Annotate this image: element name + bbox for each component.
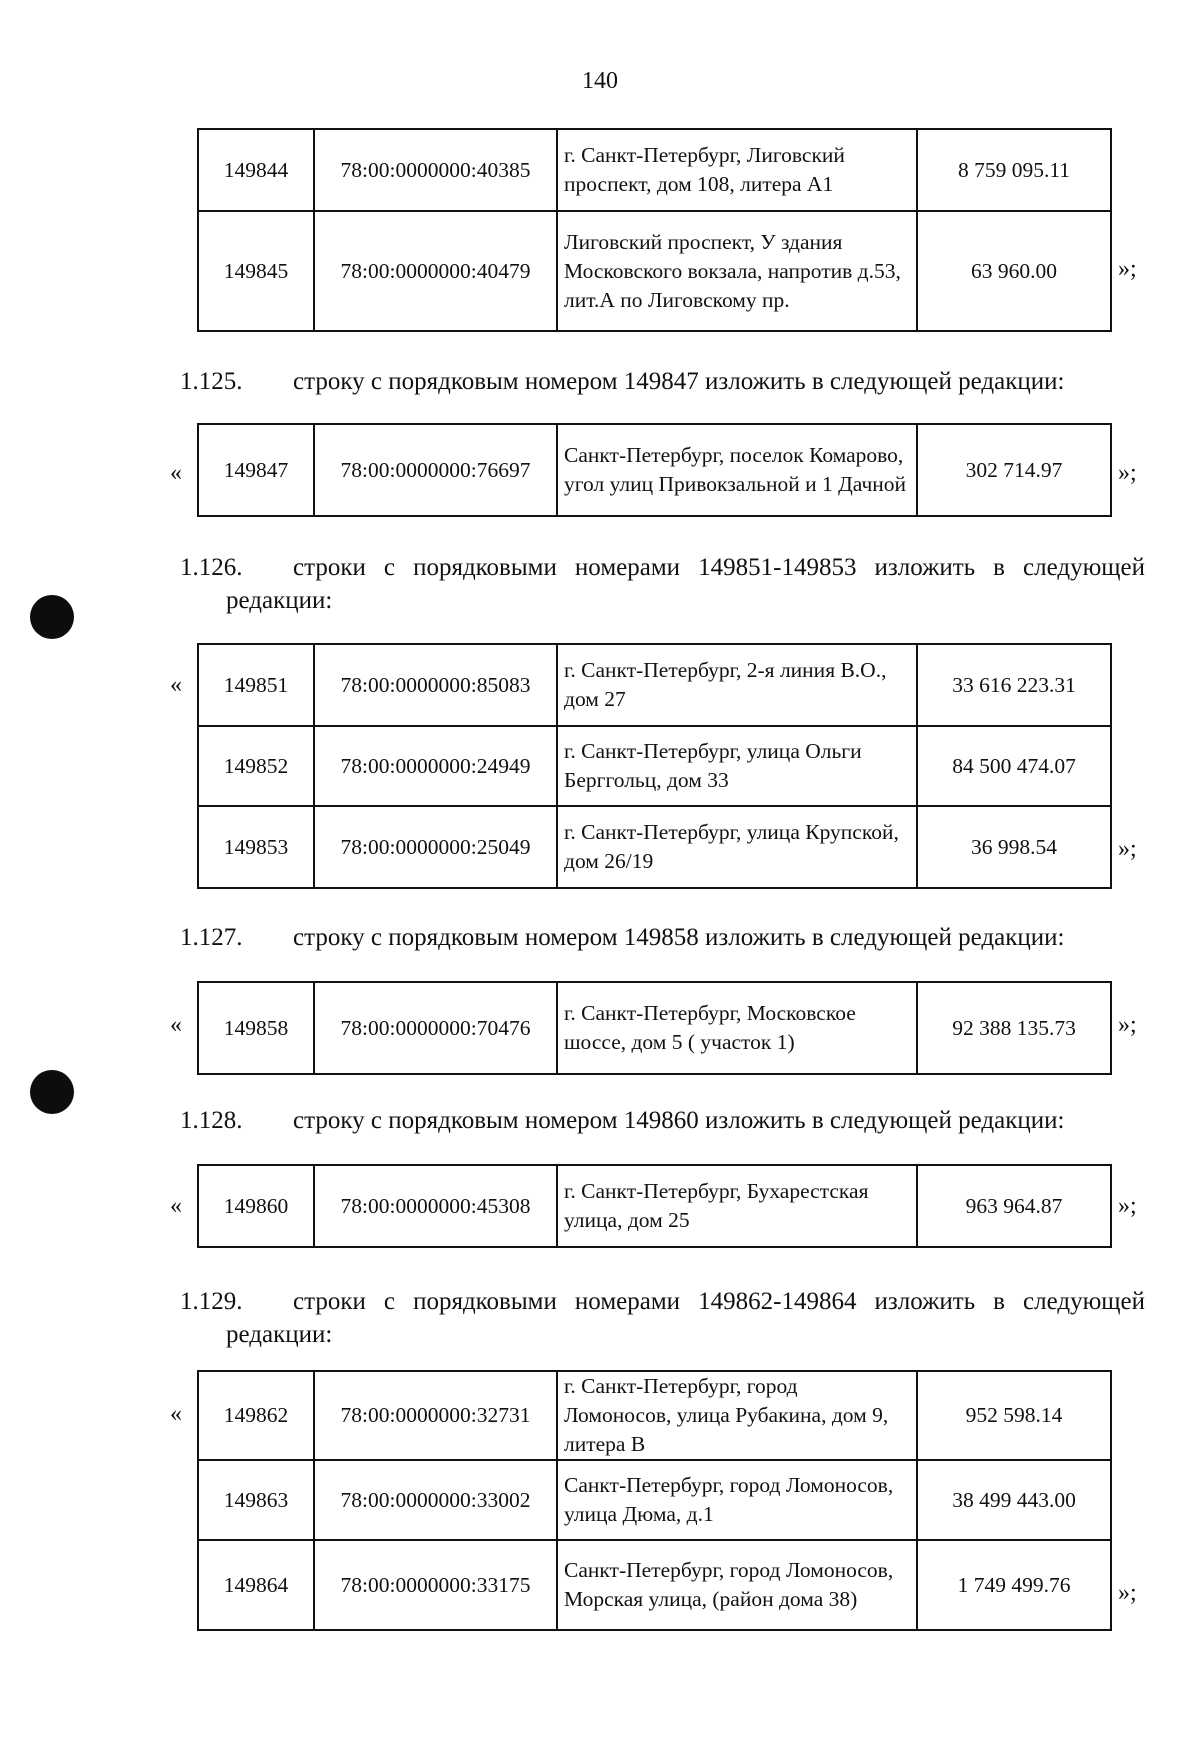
item-number: 1.125.: [180, 368, 243, 395]
table-row: [198, 1165, 1111, 1247]
item-text: строку с порядковым номером 149860 изложить в следующей редакции:: [293, 1107, 1065, 1134]
close-quote: »;: [1118, 460, 1137, 486]
value-cell: 92 388 135.73: [917, 982, 1111, 1074]
table-row: [198, 424, 1111, 516]
table-row: [198, 211, 1111, 331]
table-row: [198, 1460, 1111, 1540]
cadastral-number: 78:00:0000000:32731: [314, 1371, 557, 1460]
page-number: 140: [582, 68, 618, 94]
table-row: [198, 982, 1111, 1074]
open-quote: «: [170, 1012, 182, 1038]
item-number: 1.128.: [180, 1107, 243, 1134]
value-cell: 84 500 474.07: [917, 726, 1111, 806]
value-cell: 36 998.54: [917, 806, 1111, 888]
address-cell: Санкт-Петербург, город Ломоносов, улица Дюма, д.1: [557, 1460, 917, 1540]
address-cell: г. Санкт-Петербург, Лиговский проспект, дом 108, литера А1: [557, 129, 917, 211]
row-id: 149862: [198, 1371, 314, 1460]
value-cell: 8 759 095.11: [917, 129, 1111, 211]
cadastral-number: 78:00:0000000:25049: [314, 806, 557, 888]
registry-table: [197, 643, 1112, 889]
punch-hole-mark: [30, 1070, 74, 1114]
value-cell: 63 960.00: [917, 211, 1111, 331]
cadastral-number: 78:00:0000000:76697: [314, 424, 557, 516]
cadastral-number: 78:00:0000000:33175: [314, 1540, 557, 1630]
address-cell: г. Санкт-Петербург, улица Ольги Берггольц, дом 33: [557, 726, 917, 806]
value-cell: 952 598.14: [917, 1371, 1111, 1460]
close-quote: »;: [1118, 1580, 1137, 1606]
row-id: 149844: [198, 129, 314, 211]
cadastral-number: 78:00:0000000:33002: [314, 1460, 557, 1540]
registry-table: [197, 423, 1112, 517]
address-cell: г. Санкт-Петербург, город Ломоносов, улица Рубакина, дом 9, литера В: [557, 1371, 917, 1460]
cadastral-number: 78:00:0000000:85083: [314, 644, 557, 726]
row-id: 149863: [198, 1460, 314, 1540]
amendment-item: [180, 365, 1145, 399]
close-quote: »;: [1118, 256, 1137, 282]
cadastral-number: 78:00:0000000:45308: [314, 1165, 557, 1247]
address-cell: г. Санкт-Петербург, улица Крупской, дом 26/19: [557, 806, 917, 888]
cadastral-number: 78:00:0000000:40479: [314, 211, 557, 331]
row-id: 149864: [198, 1540, 314, 1630]
item-text: строки с порядковыми номерами 149862-149864 изложить в следующей: [293, 1288, 1145, 1315]
amendment-item: [180, 1104, 1145, 1138]
amendment-item: [180, 921, 1145, 955]
item-number: 1.127.: [180, 924, 243, 951]
address-cell: г. Санкт-Петербург, Московское шоссе, дом 5 ( участок 1): [557, 982, 917, 1074]
item-text-continuation: редакции:: [226, 587, 333, 614]
value-cell: 1 749 499.76: [917, 1540, 1111, 1630]
item-number: 1.129.: [180, 1288, 243, 1315]
row-id: 149858: [198, 982, 314, 1074]
cadastral-number: 78:00:0000000:24949: [314, 726, 557, 806]
amendment-item: [180, 551, 1145, 585]
table-row: [198, 1371, 1111, 1460]
close-quote: »;: [1118, 1012, 1137, 1038]
row-id: 149853: [198, 806, 314, 888]
address-cell: Санкт-Петербург, город Ломоносов, Морская улица, (район дома 38): [557, 1540, 917, 1630]
value-cell: 38 499 443.00: [917, 1460, 1111, 1540]
table-row: [198, 806, 1111, 888]
value-cell: 963 964.87: [917, 1165, 1111, 1247]
open-quote: «: [170, 460, 182, 486]
open-quote: «: [170, 1193, 182, 1219]
close-quote: »;: [1118, 836, 1137, 862]
item-text: строку с порядковым номером 149858 изложить в следующей редакции:: [293, 924, 1065, 951]
table-row: [198, 726, 1111, 806]
item-text: строку с порядковым номером 149847 изложить в следующей редакции:: [293, 368, 1065, 395]
address-cell: Санкт-Петербург, поселок Комарово, угол улиц Привокзальной и 1 Дачной: [557, 424, 917, 516]
registry-table: [197, 128, 1112, 332]
row-id: 149847: [198, 424, 314, 516]
amendment-item: [180, 1285, 1145, 1319]
cadastral-number: 78:00:0000000:40385: [314, 129, 557, 211]
close-quote: »;: [1118, 1193, 1137, 1219]
registry-table: [197, 981, 1112, 1075]
value-cell: 302 714.97: [917, 424, 1111, 516]
table-row: [198, 129, 1111, 211]
registry-table: [197, 1164, 1112, 1248]
punch-hole-mark: [30, 595, 74, 639]
address-cell: Лиговский проспект, У здания Московского вокзала, напротив д.53, лит.А по Лиговскому пр.: [557, 211, 917, 331]
row-id: 149860: [198, 1165, 314, 1247]
table-row: [198, 644, 1111, 726]
value-cell: 33 616 223.31: [917, 644, 1111, 726]
open-quote: «: [170, 1401, 182, 1427]
table-row: [198, 1540, 1111, 1630]
registry-table: [197, 1370, 1112, 1631]
item-number: 1.126.: [180, 554, 243, 581]
address-cell: г. Санкт-Петербург, 2-я линия В.О., дом 27: [557, 644, 917, 726]
row-id: 149845: [198, 211, 314, 331]
row-id: 149851: [198, 644, 314, 726]
row-id: 149852: [198, 726, 314, 806]
open-quote: «: [170, 672, 182, 698]
item-text: строки с порядковыми номерами 149851-149853 изложить в следующей: [293, 554, 1145, 581]
item-text-continuation: редакции:: [226, 1321, 333, 1348]
cadastral-number: 78:00:0000000:70476: [314, 982, 557, 1074]
address-cell: г. Санкт-Петербург, Бухарестская улица, дом 25: [557, 1165, 917, 1247]
